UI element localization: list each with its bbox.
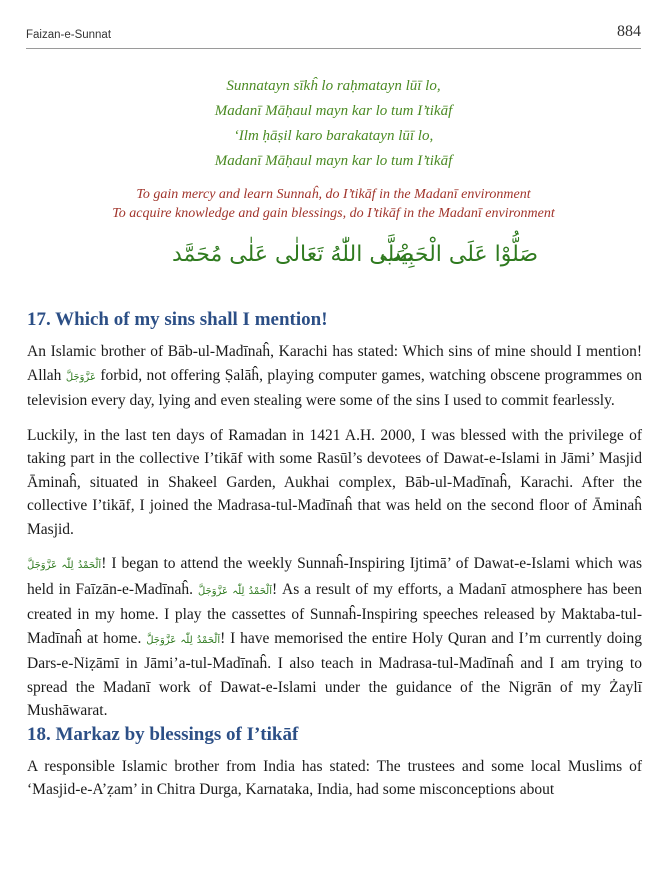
paragraph (27, 552, 642, 723)
text-run: An Islamic brother of Bāb-ul-Madīnaĥ, Karachi has stated: Which sins of mine should I mention! Allah (27, 343, 642, 384)
arabic-honorific: عَزَّوَجَلَّ (65, 371, 96, 383)
arabic-honorific: اَلْحَمْدُ لِلّٰہ عَزَّوَجَلَّ (146, 634, 221, 646)
book-title: Faizan-e-Sunnat (26, 29, 112, 41)
paragraph: A responsible Islamic brother from India has stated: The trustees and some local Muslims of ‘Masjid-e-A’ẓam’ in Chitra Durga, Karnataka, India, had some misconceptions about (27, 757, 642, 798)
text-run: forbid, not offering Ṣalāĥ, playing computer games, watching obscene programmes on television every day, lying and even stealing were some of the sins I used to commit fearlessly. (27, 366, 643, 409)
text-run: ! As a result of my efforts, a Madanī atmosphere has been created in my home. I play the cassettes of Sunnaĥ-Inspiring speeches released by Maktaba-tul-Madīnaĥ at home. (27, 580, 642, 647)
main-content (27, 308, 642, 802)
poem-line: Madanī Māḥaul mayn kar lo tum I’tikāf (214, 153, 453, 169)
paragraph (27, 340, 642, 413)
translation-line: To acquire knowledge and gain blessings, do I’tikāf in the Madanī environment (112, 206, 555, 221)
translation-line: To gain mercy and learn Sunnaĥ, do I’tikāf in the Madanī environment (136, 187, 531, 202)
section-17-heading: 17. Which of my sins shall I mention! (27, 309, 328, 330)
salawat-calligraphy (0, 240, 667, 276)
page-header (26, 18, 641, 49)
poem-block (0, 74, 667, 174)
text-run: ! I began to attend the weekly Sunnaĥ-Inspiring Ijtimā’ of Dawat-e-Islami which was held in Faīzān-e-Madīnaĥ. (27, 555, 642, 598)
salawat-part-two: صَلَّی اللّٰهُ تَعَالٰی عَلٰی مُحَمَّد (172, 242, 414, 267)
salawat-part-one: صَلُّوْا عَلَی الْحَبِیْب (380, 242, 539, 267)
text-run: ! I have memorised the entire Holy Quran and I’m currently doing Dars-e-Niẓāmī in Jāmi’a-tul-Madīnaĥ. I also teach in Madrasa-tul-Madīnaĥ and I am trying to spread the Madanī work of Dawat-e-Islami under the guidance of the Nigrān of my Żaylī Mushāwarat. (27, 629, 643, 719)
poem-line: Sunnatayn sīkĥ lo raḥmatayn lūī lo, (226, 78, 441, 94)
arabic-honorific: اَلْحَمْدُ لِلّٰہ عَزَّوَجَلَّ (197, 585, 272, 597)
poem-line: ‘Ilm ḥāṣil karo barakatayn lūī lo, (233, 128, 434, 144)
arabic-honorific: اَلْحَمْدُ لِلّٰہ عَزَّوَجَلَّ (27, 560, 102, 571)
section-18-heading: 18. Markaz by blessings of I’tikāf (27, 723, 299, 745)
poem-line: Madanī Māḥaul mayn kar lo tum I’tikāf (214, 103, 453, 119)
paragraph: Luckily, in the last ten days of Ramadan in 1421 A.H. 2000, I was blessed with the privilege of taking part in the collective I’tikāf with some Rasūl’s devotees of Dawat-e-Islami in Jāmi’ Masjid Āminaĥ, situated in Shakeel Garden, Aukhai complex, Bāb-ul-Madīnaĥ, Karachi. After the collective I’tikāf, I joined the Madrasa-tul-Madīnaĥ that was held on the second floor of Āminaĥ Masjid. (27, 426, 642, 538)
poem-translation (0, 185, 667, 223)
page-number: 884 (617, 23, 641, 40)
